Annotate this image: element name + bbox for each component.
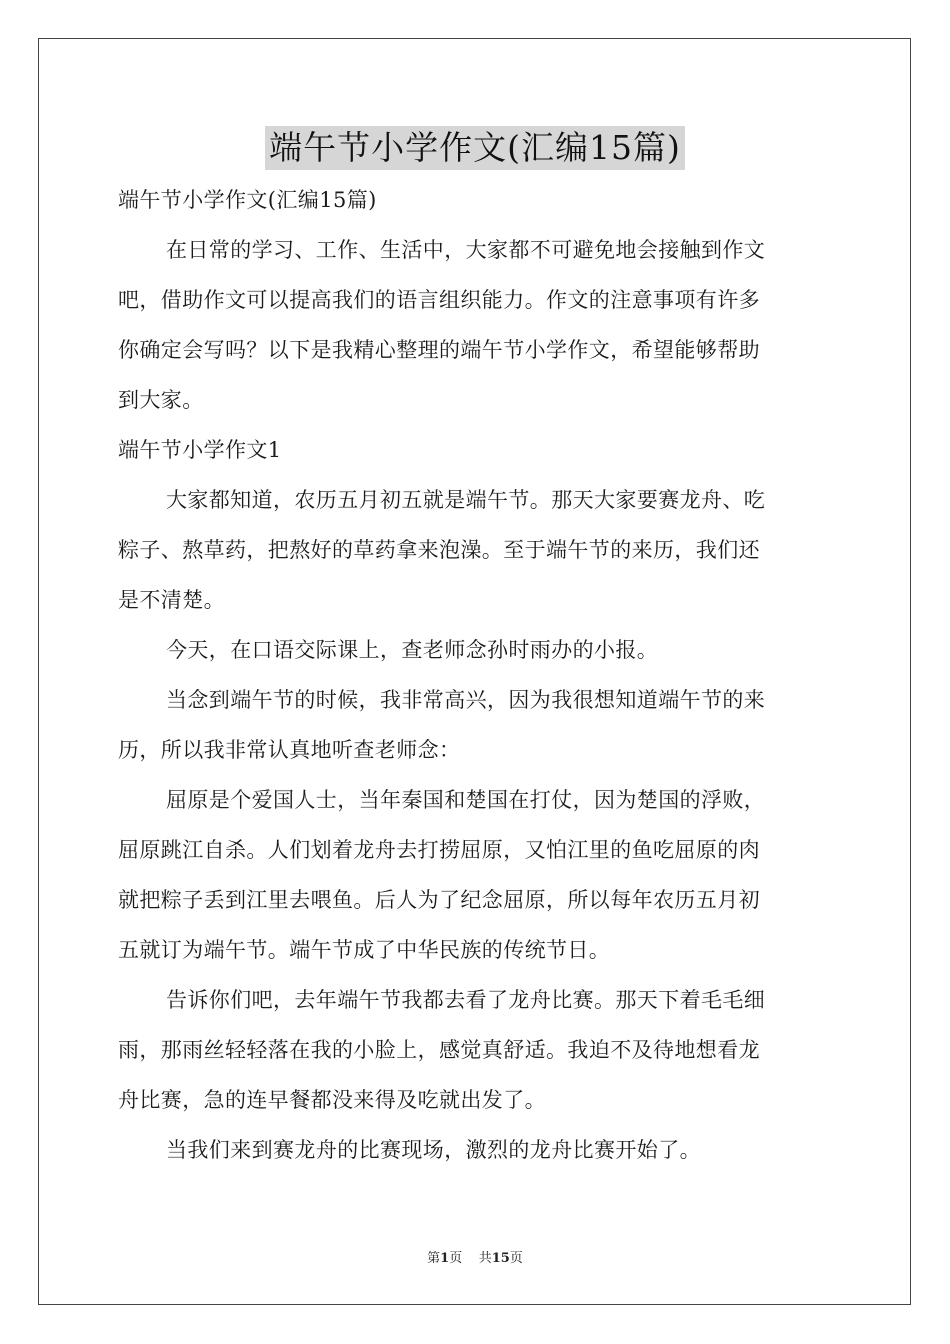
- paragraph-line: 端午节小学作文(汇编15篇): [118, 188, 377, 212]
- paragraph-line: 当念到端午节的时候，我非常高兴，因为我很想知道端午节的来: [166, 688, 766, 712]
- paragraph-line: 当我们来到赛龙舟的比赛现场，激烈的龙舟比赛开始了。: [166, 1138, 701, 1162]
- paragraph-line: 舟比赛，急的连早餐都没来得及吃就出发了。: [118, 1088, 546, 1112]
- paragraph-line: 屈原跳江自杀。人们划着龙舟去打捞屈原，又怕江里的鱼吃屈原的肉: [118, 838, 760, 862]
- paragraph-line: 粽子、熬草药，把熬好的草药拿来泡澡。至于端午节的来历，我们还: [118, 538, 760, 562]
- total-pages-number: 15: [491, 1251, 510, 1266]
- paragraph-line: 五就订为端午节。端午节成了中华民族的传统节日。: [118, 938, 611, 962]
- document-body: [118, 175, 832, 1175]
- footer-total-prefix: 共: [478, 1251, 492, 1266]
- paragraph-line: 大家都知道，农历五月初五就是端午节。那天大家要赛龙舟、吃: [166, 488, 766, 512]
- document-title: 端午节小学作文(汇编15篇): [265, 126, 685, 170]
- paragraph-line: 今天，在口语交际课上，查老师念孙时雨办的小报。: [166, 638, 659, 662]
- footer-page-suffix: 页: [449, 1251, 463, 1266]
- paragraph-line: 到大家。: [118, 388, 204, 412]
- footer-total-suffix: 页: [509, 1251, 523, 1266]
- paragraph-line: 在日常的学习、工作、生活中，大家都不可避免地会接触到作文: [166, 238, 766, 262]
- paragraph-line: 告诉你们吧，去年端午节我都去看了龙舟比赛。那天下着毛毛细: [166, 988, 766, 1012]
- title-area: [0, 126, 950, 170]
- paragraph-line: 吧，借助作文可以提高我们的语言组织能力。作文的注意事项有许多: [118, 288, 760, 312]
- footer-prefix: 第: [427, 1251, 441, 1266]
- paragraph-line: 就把粽子丢到江里去喂鱼。后人为了纪念屈原，所以每年农历五月初: [118, 888, 760, 912]
- paragraph-line: 你确定会写吗？以下是我精心整理的端午节小学作文，希望能够帮助: [118, 338, 760, 362]
- page-footer: [0, 1247, 950, 1266]
- paragraph-line: 是不清楚。: [118, 588, 225, 612]
- paragraph-line: 雨，那雨丝轻轻落在我的小脸上，感觉真舒适。我迫不及待地想看龙: [118, 1038, 760, 1062]
- paragraph-line: 历，所以我非常认真地听查老师念：: [118, 738, 461, 762]
- section-heading: 端午节小学作文1: [118, 438, 282, 462]
- current-page-number: 1: [440, 1251, 450, 1266]
- paragraph-line: 屈原是个爱国人士，当年秦国和楚国在打仗，因为楚国的浮败，: [166, 788, 766, 812]
